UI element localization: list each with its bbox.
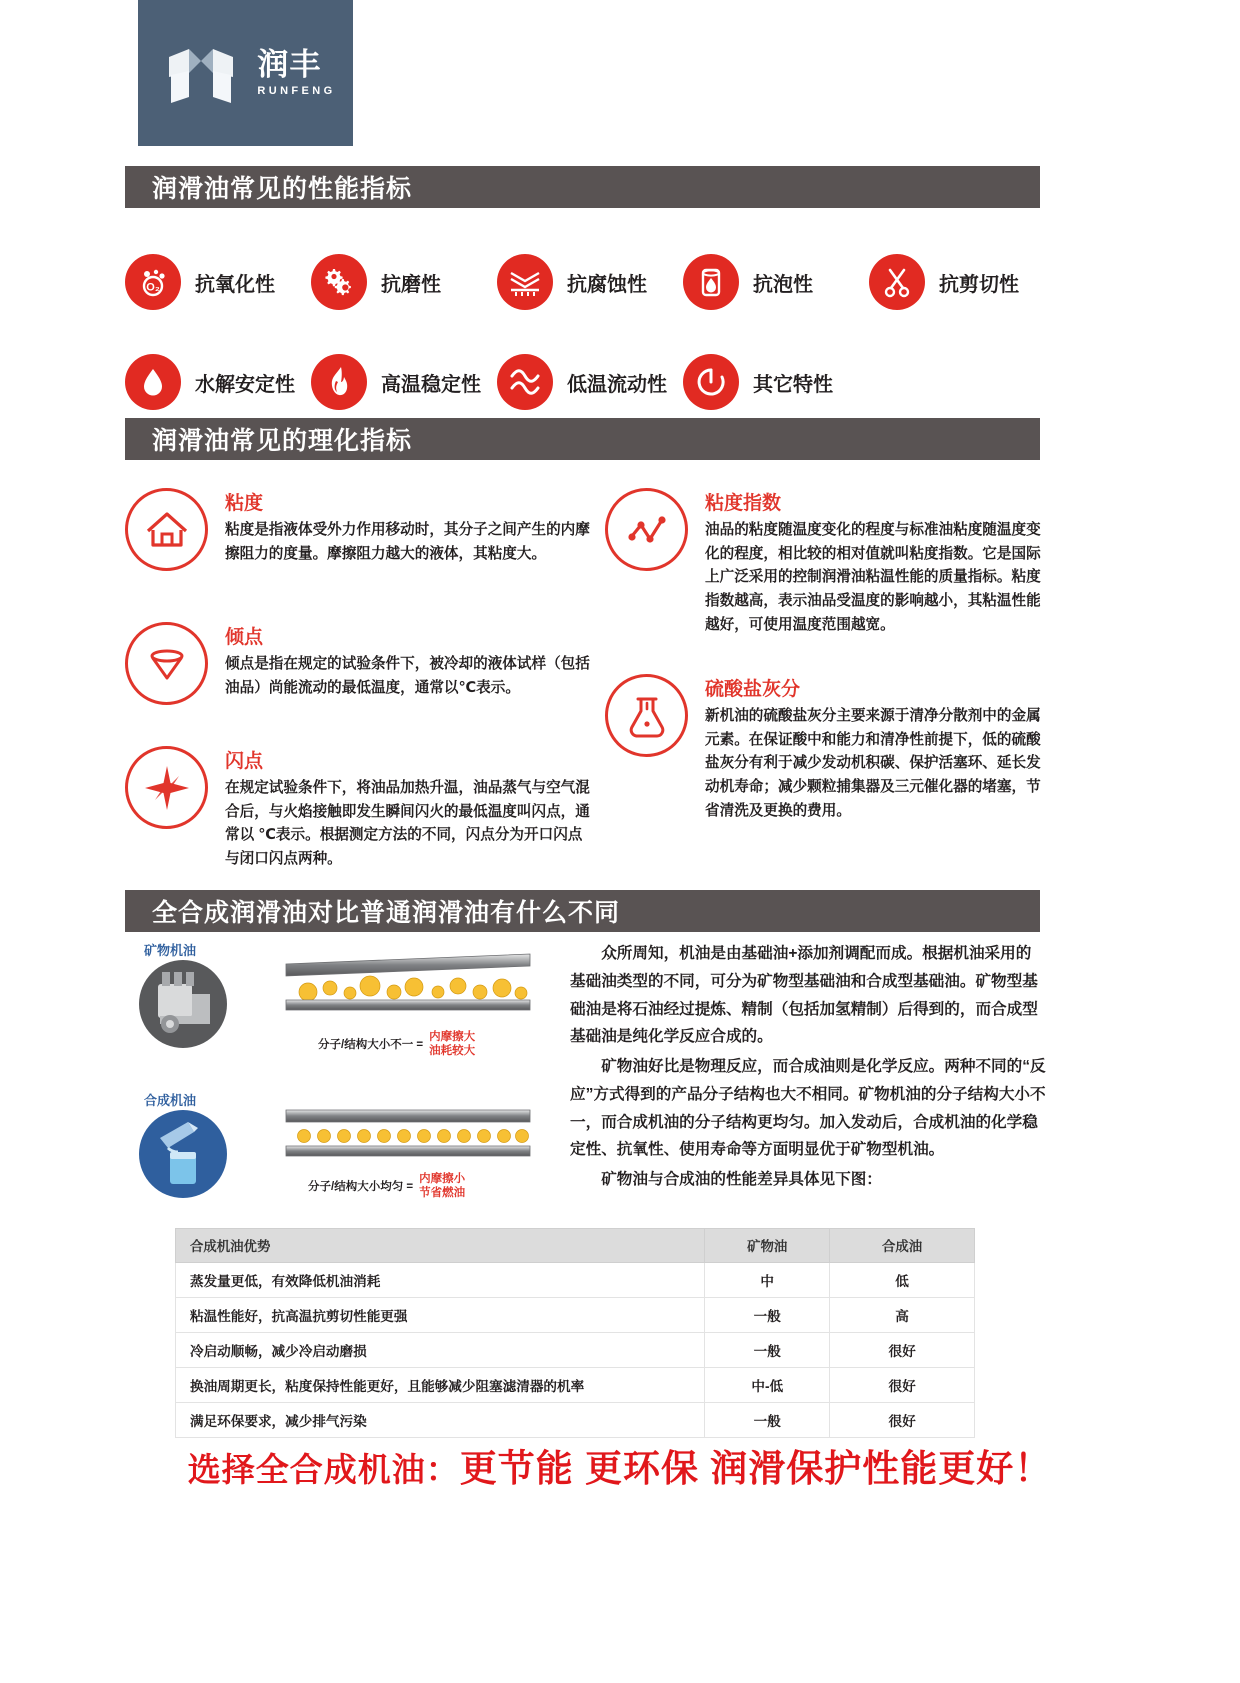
perf-item-high-temp-stability[interactable] [311,332,497,432]
wave-icon [497,354,553,410]
physchem-item-viscosity [125,482,595,571]
perf-item-antishear[interactable] [869,232,1055,332]
funnel-icon [125,622,208,705]
synthetic-molecule-diagram [278,1098,538,1168]
perf-item-spacer [869,332,1055,432]
table-cell-mineral: 一般 [705,1333,830,1368]
physchem-text: 在规定试验条件下，将油品加热升温，油品蒸气与空气混合后，与火焰接触即发生瞬间闪火的最低温度叫闪点，通常以 ℃表示。根据测定方法的不同，闪点分为开口闪点与闭口闪点两种。 [225,780,590,867]
table-cell-advantage: 蒸发量更低，有效降低机油消耗 [176,1263,705,1298]
physchem-title: 倾点 [225,627,264,648]
table-header-mineral: 矿物油 [705,1229,830,1263]
spark-star-icon [125,746,208,829]
table-row [176,1368,975,1403]
table-cell-mineral: 一般 [705,1298,830,1333]
mineral-caption-red-2: 油耗较大 [429,1045,476,1058]
perf-item-other[interactable] [683,332,869,432]
perf-item-antioxidation[interactable] [125,232,311,332]
perf-item-low-temp-fluidity[interactable] [497,332,683,432]
table-cell-mineral: 中-低 [705,1368,830,1403]
perf-item-antiwear[interactable] [311,232,497,332]
table-header-advantage: 合成机油优势 [176,1229,705,1263]
perf-label: 水解安定性 [195,373,295,396]
water-drop-icon [125,354,181,410]
house-icon [125,488,208,571]
synthetic-caption-red-1: 内摩擦小 [419,1173,466,1185]
comparison-paragraph-2: 矿物油好比是物理反应，而合成油则是化学反应。两种不同的“反应”方式得到的产品分子结构也大不相同。矿物机油的分子结构大小不一，而合成机油的分子结构更均匀。加入发动后，合成机油的化学稳定性、抗氧性、使用寿命等方面明显优于矿物型机油。 [570,1058,1046,1159]
section-header-compare [125,890,1040,932]
table-cell-mineral: 一般 [705,1403,830,1438]
physchem-title: 粘度 [225,493,264,514]
physchem-text: 粘度是指液体受外力作用移动时，其分子之间产生的内摩擦阻力的度量。摩擦阻力越大的液体，其粘度大。 [225,522,590,562]
foam-can-icon [683,254,739,310]
circle-arrow-icon [683,354,739,410]
table-row [176,1263,975,1298]
comparison-paragraph-1: 众所周知，机油是由基础油+添加剂调配而成。根据机油采用的基础油类型的不同，可分为矿物型基础油和合成型基础油。矿物型基础油是将石油经过提炼、精制（包括加氢精制）后得到的，而合成型基础油是纯化学反应合成的。 [570,945,1038,1046]
section-header-physchem [125,418,1040,460]
mineral-oil-label: 矿物机油 [144,943,197,958]
perf-item-antifoam[interactable] [683,232,869,332]
physchem-item-flash-point [125,740,595,872]
perf-label: 低温流动性 [567,373,667,396]
table-header-synthetic: 合成油 [830,1229,975,1263]
physchem-text: 新机油的硫酸盐灰分主要来源于清净分散剂中的金属元素。在保证酸中和能力和清净性前提下，低的硫酸盐灰分有利于减少发动机积碳、保护活塞环、延长发动机寿命；减少颗粒捕集器及三元催化器的堵塞，节省清洗及更换的费用。 [705,708,1041,819]
mineral-molecule-diagram [278,948,538,1018]
bottom-slogan [0,1438,1240,1492]
slogan-part-1: 选择全合成机油： [187,1451,460,1488]
table-cell-synthetic: 低 [830,1263,975,1298]
table-row [176,1333,975,1368]
physchem-text: 油品的粘度随温度变化的程度与标准油粘度随温度变化的程度，相比较的相对值就叫粘度指数。它是国际上广泛采用的控制润滑油粘温性能的质量指标。粘度指数越高，表示油品受温度的影响越小，其粘温性能越好，可使用温度范围越宽。 [705,522,1041,633]
physchem-item-pour-point [125,616,595,705]
physchem-title: 硫酸盐灰分 [705,679,801,700]
table-cell-advantage: 冷启动顺畅，减少冷启动磨损 [176,1333,705,1368]
table-cell-synthetic: 高 [830,1298,975,1333]
section-header-performance [125,166,1040,208]
physchem-title: 闪点 [225,751,264,772]
perf-item-anticorrosion[interactable] [497,232,683,332]
section-title-physchem: 润滑油常见的理化指标 [152,427,413,455]
slogan-part-2: 更节能 更环保 润滑保护性能更好！ [459,1448,1053,1489]
synthetic-oil-label: 合成机油 [144,1093,197,1108]
flame-icon [311,354,367,410]
logo-mark-icon [155,37,247,109]
perf-item-hydrolytic-stability[interactable] [125,332,311,432]
perf-label: 其它特性 [753,373,833,396]
perf-label: 抗剪切性 [939,273,1019,296]
table-cell-synthetic: 很好 [830,1333,975,1368]
perf-label: 抗泡性 [753,273,813,296]
oxidation-o2-icon [125,254,181,310]
table-cell-mineral: 中 [705,1263,830,1298]
physchem-item-viscosity-index [605,482,1055,637]
perf-label: 高温稳定性 [381,373,481,396]
logo-english-name: RUNFENG [257,85,336,97]
gears-icon [311,254,367,310]
table-cell-advantage: 粘温性能好，抗高温抗剪切性能更强 [176,1298,705,1333]
table-cell-synthetic: 很好 [830,1368,975,1403]
comparison-paragraph-3: 矿物油与合成油的性能差异具体见下图： [601,1171,882,1188]
physchem-text: 倾点是指在规定的试验条件下，被冷却的液体试样（包括油品）尚能流动的最低温度，通常以℃表示。 [225,656,590,696]
performance-indicator-grid [125,232,1055,432]
synthetic-caption: 分子/结构大小均匀 = [308,1181,414,1194]
flask-icon [605,674,688,757]
table-cell-advantage: 满足环保要求，减少排气污染 [176,1403,705,1438]
zigzag-chart-icon [605,488,688,571]
table-header-row [176,1229,975,1263]
table-row [176,1298,975,1333]
scissors-icon [869,254,925,310]
synthetic-oil-can-icon [138,1108,228,1200]
section-title-compare: 全合成润滑油对比普通润滑油有什么不同 [152,899,621,927]
mineral-caption-red-1: 内摩擦大 [429,1031,476,1043]
perf-label: 抗腐蚀性 [567,273,647,296]
table-cell-advantage: 换油周期更长，粘度保持性能更好，且能够减少阻塞滤清器的机率 [176,1368,705,1403]
mineral-engine-icon [138,958,228,1050]
table-row [176,1403,975,1438]
table-cell-synthetic: 很好 [830,1403,975,1438]
comparison-table [175,1228,975,1438]
section-title-performance: 润滑油常见的性能指标 [152,175,413,203]
comparison-diagram [128,940,548,1230]
physchem-title: 粘度指数 [705,493,782,514]
svg-text:O₂: O₂ [146,281,160,294]
brand-logo [138,0,353,146]
comparison-table-wrap [175,1228,975,1438]
corrosion-icon [497,254,553,310]
physchem-item-sulfated-ash [605,668,1055,823]
perf-label: 抗磨性 [381,273,441,296]
mineral-caption: 分子/结构大小不一 = [318,1039,424,1052]
comparison-text [570,940,1046,1196]
logo-chinese-name: 润丰 [257,47,322,82]
perf-label: 抗氧化性 [195,273,275,296]
synthetic-caption-red-2: 节省燃油 [419,1187,466,1200]
